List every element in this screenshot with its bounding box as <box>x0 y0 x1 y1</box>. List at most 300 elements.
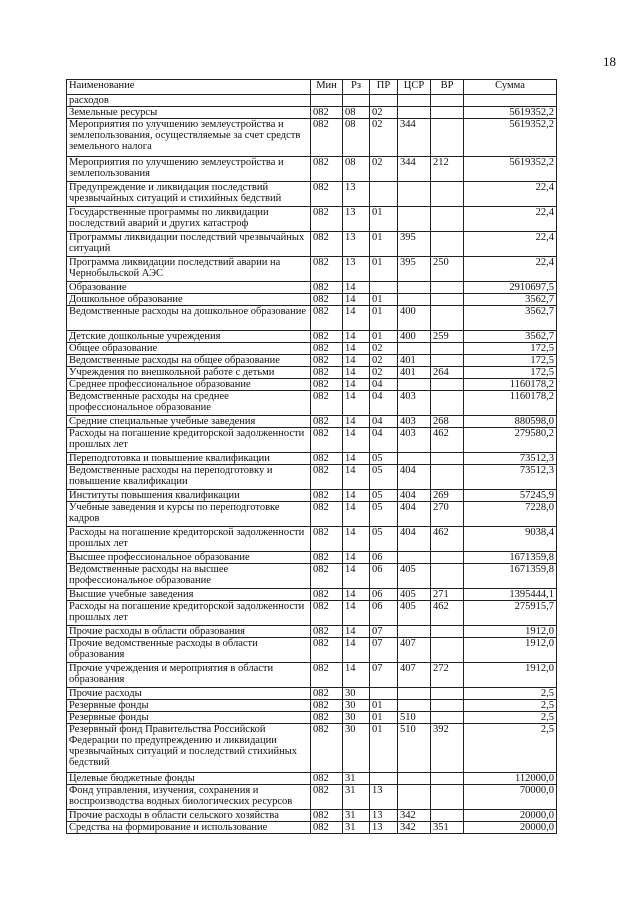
table-row <box>67 294 557 306</box>
cell-rz <box>343 95 370 107</box>
cell-vr: 269 <box>431 490 464 502</box>
cell-vr: 272 <box>431 663 464 688</box>
cell-min: 082 <box>311 688 343 700</box>
cell-rz: 14 <box>343 453 370 465</box>
cell-min: 082 <box>311 282 343 294</box>
cell-vr <box>431 343 464 355</box>
cell-name: Детские дошкольные учреждения <box>67 331 311 343</box>
cell-sum: 1395444,1 <box>464 589 557 601</box>
table-row <box>67 688 557 700</box>
cell-min: 082 <box>311 601 343 626</box>
cell-csr: 407 <box>398 638 431 663</box>
cell-min: 082 <box>311 107 343 119</box>
cell-sum: 2,5 <box>464 724 557 773</box>
cell-name: Ведомственные расходы на переподготовку и повышение квалификации <box>67 465 311 490</box>
cell-rz: 14 <box>343 601 370 626</box>
cell-pr: 02 <box>370 119 398 157</box>
cell-sum: 70000,0 <box>464 785 557 810</box>
table-row <box>67 712 557 724</box>
cell-name: Резервный фонд Правительства Российской Федерации по предупреждению и ликвидации чрезвычайных ситуаций и последствий стихийных бедствий <box>67 724 311 773</box>
cell-min: 082 <box>311 257 343 282</box>
cell-min: 082 <box>311 207 343 232</box>
header-name: Наименование <box>67 80 311 95</box>
table-row <box>67 232 557 257</box>
cell-sum: 5619352,2 <box>464 119 557 157</box>
cell-csr <box>398 785 431 810</box>
cell-name: Институты повышения квалификации <box>67 490 311 502</box>
cell-sum: 1671359,8 <box>464 552 557 564</box>
cell-name: Ведомственные расходы на общее образование <box>67 355 311 367</box>
cell-min: 082 <box>311 182 343 207</box>
table-row <box>67 601 557 626</box>
cell-pr: 05 <box>370 527 398 552</box>
cell-name: Государственные программы по ликвидации последствий аварий и других катастроф <box>67 207 311 232</box>
cell-csr: 342 <box>398 810 431 822</box>
cell-rz: 14 <box>343 552 370 564</box>
cell-pr: 13 <box>370 822 398 834</box>
table-row <box>67 157 557 182</box>
cell-rz: 31 <box>343 810 370 822</box>
cell-vr <box>431 700 464 712</box>
table-row <box>67 589 557 601</box>
table-row <box>67 564 557 589</box>
cell-csr <box>398 379 431 391</box>
cell-sum: 5619352,2 <box>464 107 557 119</box>
cell-name: Среднее профессиональное образование <box>67 379 311 391</box>
table-header-row <box>67 80 557 95</box>
table-row <box>67 207 557 232</box>
cell-csr: 405 <box>398 601 431 626</box>
header-min: Мин <box>311 80 343 95</box>
cell-sum: 9038,4 <box>464 527 557 552</box>
cell-csr: 407 <box>398 663 431 688</box>
table-row <box>67 663 557 688</box>
cell-vr <box>431 453 464 465</box>
cell-rz: 30 <box>343 724 370 773</box>
cell-name: Ведомственные расходы на высшее профессиональное образование <box>67 564 311 589</box>
cell-vr <box>431 712 464 724</box>
cell-name: Программа ликвидации последствий аварии на Чернобыльской АЭС <box>67 257 311 282</box>
cell-name: Ведомственные расходы на дошкольное образование <box>67 306 311 331</box>
table-row <box>67 416 557 428</box>
cell-min: 082 <box>311 453 343 465</box>
cell-sum: 22,4 <box>464 257 557 282</box>
cell-csr <box>398 453 431 465</box>
cell-min: 082 <box>311 331 343 343</box>
table-row <box>67 490 557 502</box>
table-row <box>67 391 557 416</box>
table-row <box>67 367 557 379</box>
cell-rz: 14 <box>343 465 370 490</box>
cell-vr: 268 <box>431 416 464 428</box>
cell-rz: 14 <box>343 428 370 453</box>
cell-pr: 07 <box>370 638 398 663</box>
header-rz: Рз <box>343 80 370 95</box>
cell-csr <box>398 552 431 564</box>
cell-csr: 404 <box>398 490 431 502</box>
cell-rz: 08 <box>343 107 370 119</box>
cell-csr <box>398 107 431 119</box>
cell-csr: 401 <box>398 367 431 379</box>
cell-vr: 351 <box>431 822 464 834</box>
table-row <box>67 502 557 527</box>
cell-rz: 31 <box>343 822 370 834</box>
cell-vr <box>431 810 464 822</box>
cell-name: Земельные ресурсы <box>67 107 311 119</box>
cell-csr <box>398 773 431 785</box>
cell-rz: 14 <box>343 589 370 601</box>
cell-name: Прочие расходы в области сельского хозяйства <box>67 810 311 822</box>
cell-rz: 13 <box>343 232 370 257</box>
cell-pr: 01 <box>370 257 398 282</box>
budget-table <box>66 79 557 834</box>
page-number: 18 <box>603 54 616 69</box>
cell-pr <box>370 282 398 294</box>
cell-pr: 05 <box>370 502 398 527</box>
cell-vr <box>431 688 464 700</box>
cell-pr: 04 <box>370 391 398 416</box>
cell-name: Резервные фонды <box>67 700 311 712</box>
cell-sum: 275915,7 <box>464 601 557 626</box>
cell-name: Расходы на погашение кредиторской задолженности прошлых лет <box>67 527 311 552</box>
cell-csr: 401 <box>398 355 431 367</box>
cell-name: Средства на формирование и использование <box>67 822 311 834</box>
cell-min: 082 <box>311 416 343 428</box>
cell-vr <box>431 391 464 416</box>
cell-name: расходов <box>67 95 311 107</box>
cell-vr: 270 <box>431 502 464 527</box>
cell-sum: 1912,0 <box>464 638 557 663</box>
cell-name: Программы ликвидации последствий чрезвычайных ситуаций <box>67 232 311 257</box>
cell-sum: 1671359,8 <box>464 564 557 589</box>
cell-csr <box>398 95 431 107</box>
cell-min: 082 <box>311 465 343 490</box>
cell-name: Фонд управления, изучения, сохранения и воспроизводства водных биологических ресурсов <box>67 785 311 810</box>
cell-csr: 403 <box>398 416 431 428</box>
cell-csr: 510 <box>398 712 431 724</box>
cell-name: Прочие учреждения и мероприятия в области образования <box>67 663 311 688</box>
cell-csr: 342 <box>398 822 431 834</box>
cell-name: Высшее профессиональное образование <box>67 552 311 564</box>
cell-sum: 3562,7 <box>464 331 557 343</box>
cell-pr: 13 <box>370 785 398 810</box>
cell-sum: 1160178,2 <box>464 379 557 391</box>
cell-min: 082 <box>311 428 343 453</box>
cell-name: Переподготовка и повышение квалификации <box>67 453 311 465</box>
cell-rz: 14 <box>343 638 370 663</box>
cell-min: 082 <box>311 119 343 157</box>
cell-vr <box>431 306 464 331</box>
cell-pr: 07 <box>370 663 398 688</box>
table-row <box>67 306 557 331</box>
cell-sum: 172,5 <box>464 367 557 379</box>
cell-vr: 462 <box>431 527 464 552</box>
cell-min: 082 <box>311 157 343 182</box>
cell-rz: 14 <box>343 490 370 502</box>
cell-vr <box>431 119 464 157</box>
cell-sum: 1912,0 <box>464 663 557 688</box>
table-body <box>67 95 557 834</box>
cell-csr: 400 <box>398 331 431 343</box>
cell-rz: 14 <box>343 416 370 428</box>
cell-csr <box>398 282 431 294</box>
cell-vr <box>431 564 464 589</box>
header-pr: ПР <box>370 80 398 95</box>
cell-min: 082 <box>311 502 343 527</box>
cell-name: Ведомственные расходы на среднее профессиональное образование <box>67 391 311 416</box>
cell-pr: 01 <box>370 331 398 343</box>
cell-sum: 112000,0 <box>464 773 557 785</box>
cell-rz: 14 <box>343 663 370 688</box>
cell-vr: 392 <box>431 724 464 773</box>
cell-name: Предупреждение и ликвидация последствий чрезвычайных ситуаций и стихийных бедствий <box>67 182 311 207</box>
cell-name: Средние специальные учебные заведения <box>67 416 311 428</box>
table-row <box>67 119 557 157</box>
cell-vr <box>431 207 464 232</box>
table-row <box>67 331 557 343</box>
cell-rz: 14 <box>343 527 370 552</box>
cell-min: 082 <box>311 232 343 257</box>
cell-rz: 14 <box>343 306 370 331</box>
table-row <box>67 700 557 712</box>
table-row <box>67 355 557 367</box>
cell-vr <box>431 232 464 257</box>
cell-pr <box>370 182 398 207</box>
header-csr: ЦСР <box>398 80 431 95</box>
cell-csr <box>398 207 431 232</box>
cell-name: Учреждения по внешкольной работе с детьми <box>67 367 311 379</box>
cell-pr: 02 <box>370 157 398 182</box>
cell-sum: 2910697,5 <box>464 282 557 294</box>
table-row <box>67 638 557 663</box>
cell-sum: 73512,3 <box>464 453 557 465</box>
cell-pr: 04 <box>370 416 398 428</box>
header-sum: Сумма <box>464 80 557 95</box>
cell-vr <box>431 773 464 785</box>
cell-rz: 13 <box>343 257 370 282</box>
cell-sum: 22,4 <box>464 232 557 257</box>
cell-min: 082 <box>311 564 343 589</box>
cell-pr: 01 <box>370 306 398 331</box>
cell-pr <box>370 773 398 785</box>
cell-min: 082 <box>311 391 343 416</box>
cell-rz: 30 <box>343 688 370 700</box>
cell-rz: 30 <box>343 712 370 724</box>
cell-min: 082 <box>311 700 343 712</box>
cell-rz: 08 <box>343 157 370 182</box>
cell-sum <box>464 95 557 107</box>
cell-vr: 259 <box>431 331 464 343</box>
cell-vr <box>431 785 464 810</box>
cell-vr <box>431 282 464 294</box>
cell-sum: 2,5 <box>464 712 557 724</box>
table-row <box>67 724 557 773</box>
cell-rz: 13 <box>343 182 370 207</box>
cell-min: 082 <box>311 822 343 834</box>
cell-csr: 404 <box>398 465 431 490</box>
cell-sum: 22,4 <box>464 207 557 232</box>
cell-rz: 14 <box>343 282 370 294</box>
cell-name: Общее образование <box>67 343 311 355</box>
cell-name: Прочие расходы <box>67 688 311 700</box>
cell-csr: 403 <box>398 428 431 453</box>
cell-pr: 06 <box>370 552 398 564</box>
cell-name: Мероприятия по улучшению землеустройства и землепользования, осуществляемые за счет средств земельного налога <box>67 119 311 157</box>
cell-csr: 395 <box>398 257 431 282</box>
table-row <box>67 773 557 785</box>
cell-rz: 14 <box>343 343 370 355</box>
cell-csr: 395 <box>398 232 431 257</box>
cell-csr: 403 <box>398 391 431 416</box>
cell-sum: 20000,0 <box>464 810 557 822</box>
cell-sum: 57245,9 <box>464 490 557 502</box>
cell-rz: 14 <box>343 564 370 589</box>
cell-pr: 01 <box>370 700 398 712</box>
cell-pr: 05 <box>370 490 398 502</box>
cell-rz: 30 <box>343 700 370 712</box>
cell-sum: 279580,2 <box>464 428 557 453</box>
table-row <box>67 626 557 638</box>
table-row <box>67 107 557 119</box>
cell-sum: 2,5 <box>464 700 557 712</box>
cell-pr: 02 <box>370 355 398 367</box>
cell-vr: 462 <box>431 428 464 453</box>
cell-csr: 404 <box>398 502 431 527</box>
cell-csr <box>398 700 431 712</box>
cell-pr: 02 <box>370 343 398 355</box>
cell-sum: 20000,0 <box>464 822 557 834</box>
cell-vr: 250 <box>431 257 464 282</box>
cell-pr: 02 <box>370 107 398 119</box>
cell-vr: 271 <box>431 589 464 601</box>
cell-sum: 73512,3 <box>464 465 557 490</box>
cell-min: 082 <box>311 785 343 810</box>
cell-pr: 13 <box>370 810 398 822</box>
cell-pr: 02 <box>370 367 398 379</box>
cell-vr <box>431 465 464 490</box>
cell-min: 082 <box>311 663 343 688</box>
cell-name: Расходы на погашение кредиторской задолженности прошлых лет <box>67 428 311 453</box>
cell-pr: 01 <box>370 232 398 257</box>
cell-min: 082 <box>311 638 343 663</box>
cell-rz: 14 <box>343 379 370 391</box>
table-row <box>67 552 557 564</box>
cell-min: 082 <box>311 367 343 379</box>
cell-csr: 344 <box>398 119 431 157</box>
cell-pr: 04 <box>370 379 398 391</box>
cell-sum: 3562,7 <box>464 306 557 331</box>
cell-min: 082 <box>311 343 343 355</box>
cell-min: 082 <box>311 355 343 367</box>
cell-name: Расходы на погашение кредиторской задолженности прошлых лет <box>67 601 311 626</box>
table-row <box>67 182 557 207</box>
table-row <box>67 95 557 107</box>
cell-name: Высшие учебные заведения <box>67 589 311 601</box>
cell-pr: 05 <box>370 465 398 490</box>
table-row <box>67 822 557 834</box>
cell-vr: 462 <box>431 601 464 626</box>
cell-csr <box>398 294 431 306</box>
cell-pr: 01 <box>370 724 398 773</box>
table-row <box>67 453 557 465</box>
cell-sum: 3562,7 <box>464 294 557 306</box>
cell-min: 082 <box>311 306 343 331</box>
cell-rz: 08 <box>343 119 370 157</box>
table-row <box>67 465 557 490</box>
cell-rz: 31 <box>343 785 370 810</box>
cell-sum: 172,5 <box>464 343 557 355</box>
cell-min: 082 <box>311 773 343 785</box>
cell-name: Дошкольное образование <box>67 294 311 306</box>
cell-vr <box>431 379 464 391</box>
cell-pr: 06 <box>370 564 398 589</box>
cell-min: 082 <box>311 527 343 552</box>
cell-vr <box>431 107 464 119</box>
cell-vr <box>431 626 464 638</box>
cell-vr <box>431 638 464 663</box>
cell-min: 082 <box>311 712 343 724</box>
cell-csr <box>398 688 431 700</box>
cell-sum: 1912,0 <box>464 626 557 638</box>
cell-rz: 14 <box>343 367 370 379</box>
cell-min: 082 <box>311 552 343 564</box>
cell-csr: 344 <box>398 157 431 182</box>
cell-pr <box>370 95 398 107</box>
cell-vr <box>431 552 464 564</box>
cell-vr <box>431 294 464 306</box>
cell-name: Мероприятия по улучшению землеустройства и землепользования <box>67 157 311 182</box>
cell-name: Образование <box>67 282 311 294</box>
cell-sum: 2,5 <box>464 688 557 700</box>
cell-csr: 404 <box>398 527 431 552</box>
cell-sum: 22,4 <box>464 182 557 207</box>
cell-sum: 7228,0 <box>464 502 557 527</box>
cell-min: 082 <box>311 379 343 391</box>
cell-min: 082 <box>311 626 343 638</box>
table-row <box>67 785 557 810</box>
header-vr: ВР <box>431 80 464 95</box>
cell-sum: 5619352,2 <box>464 157 557 182</box>
cell-pr: 06 <box>370 601 398 626</box>
cell-rz: 13 <box>343 207 370 232</box>
table-row <box>67 379 557 391</box>
table-row <box>67 810 557 822</box>
cell-min: 082 <box>311 724 343 773</box>
cell-vr <box>431 95 464 107</box>
cell-vr: 212 <box>431 157 464 182</box>
cell-name: Прочие ведомственные расходы в области образования <box>67 638 311 663</box>
table-row <box>67 343 557 355</box>
cell-min: 082 <box>311 810 343 822</box>
table-row <box>67 257 557 282</box>
cell-vr <box>431 355 464 367</box>
cell-rz: 14 <box>343 331 370 343</box>
cell-name: Учебные заведения и курсы по переподготовке кадров <box>67 502 311 527</box>
cell-name: Прочие расходы в области образования <box>67 626 311 638</box>
cell-rz: 14 <box>343 626 370 638</box>
cell-vr: 264 <box>431 367 464 379</box>
cell-csr <box>398 343 431 355</box>
cell-csr: 405 <box>398 564 431 589</box>
cell-rz: 14 <box>343 355 370 367</box>
table-row <box>67 428 557 453</box>
cell-pr: 06 <box>370 589 398 601</box>
cell-pr: 01 <box>370 294 398 306</box>
cell-pr: 01 <box>370 207 398 232</box>
cell-csr: 405 <box>398 589 431 601</box>
cell-csr <box>398 182 431 207</box>
cell-min: 082 <box>311 589 343 601</box>
